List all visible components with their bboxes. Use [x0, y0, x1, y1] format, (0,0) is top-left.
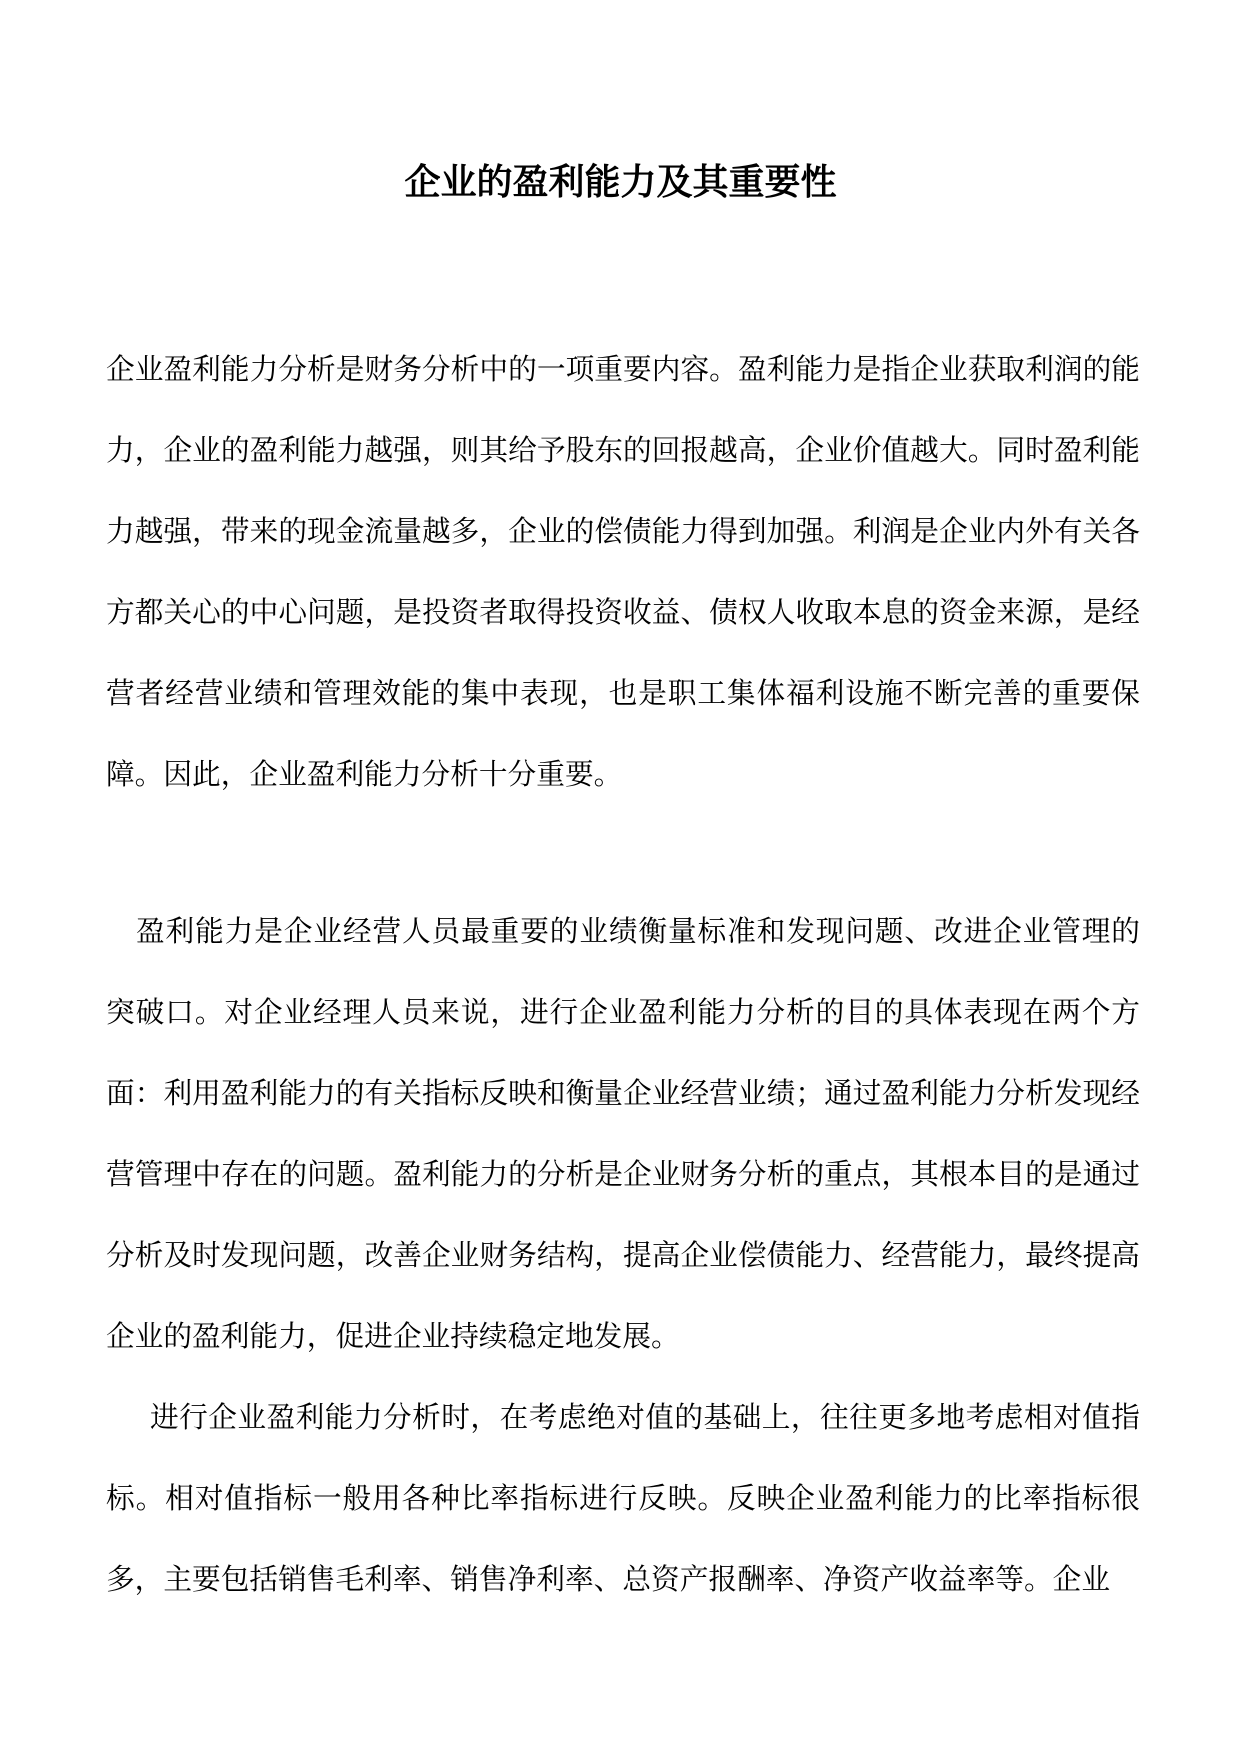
paragraph-2: 盈利能力是企业经营人员最重要的业绩衡量标准和发现问题、改进企业管理的突破口。对企业经理人员来说，进行企业盈利能力分析的目的具体表现在两个方面：利用盈利能力的有关指标反映和衡量企业经营业绩；通过盈利能力分析发现经营管理中存在的问题。盈利能力的分析是企业财务分析的重点，其根本目的是通过分析及时发现问题，改善企业财务结构，提高企业偿债能力、经营能力，最终提高企业的盈利能力，促进企业持续稳定地发展。 — [106, 914, 1140, 1353]
page-title: 企业的盈利能力及其重要性 — [404, 161, 837, 203]
paragraph-3: 进行企业盈利能力分析时，在考虑绝对值的基础上，往往更多地考虑相对值指标。相对值指标一般用各种比率指标进行反映。反映企业盈利能力的比率指标很多，主要包括销售毛利率、销售净利率、总资产报酬率、净资产收益率等。企业 — [106, 1400, 1140, 1596]
paragraph-1: 企业盈利能力分析是财务分析中的一项重要内容。盈利能力是指企业获取利润的能力，企业的盈利能力越强，则其给予股东的回报越高，企业价值越大。同时盈利能力越强，带来的现金流量越多，企业的偿债能力得到加强。利润是企业内外有关各方都关心的中心问题，是投资者取得投资收益、债权人收取本息的资金来源，是经营者经营业绩和管理效能的集中表现，也是职工集体福利设施不断完善的重要保障。因此，企业盈利能力分析十分重要。 — [106, 352, 1140, 791]
